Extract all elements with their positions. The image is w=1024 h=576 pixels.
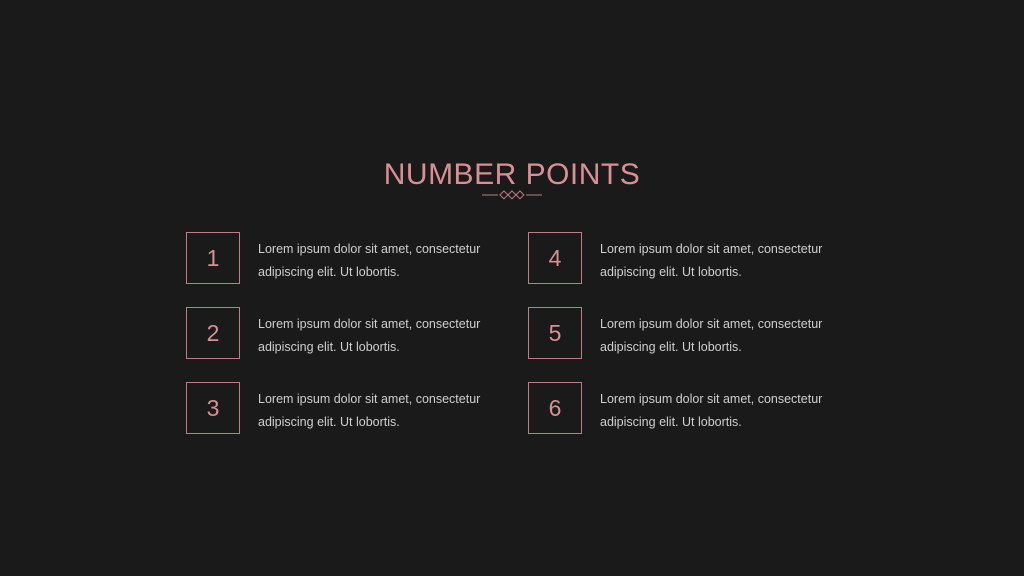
number-box [528,382,582,434]
list-item [528,307,846,382]
number-box [186,382,240,434]
point-description: Lorem ipsum dolor sit amet, consectetur adipiscing elit. Ut lobortis. [600,242,823,279]
number-box [186,307,240,359]
page-title: NUMBER POINTS [383,158,641,192]
ornament-divider [0,186,1024,204]
point-description: Lorem ipsum dolor sit amet, consectetur adipiscing elit. Ut lobortis. [600,317,823,354]
list-item [186,307,528,382]
point-number: 2 [206,319,220,346]
number-box [186,232,240,284]
point-number: 1 [206,244,220,271]
point-number: 4 [548,244,562,271]
list-item [528,382,846,457]
list-item [186,232,528,307]
point-description: Lorem ipsum dolor sit amet, consectetur adipiscing elit. Ut lobortis. [258,317,481,354]
number-box [528,232,582,284]
point-description: Lorem ipsum dolor sit amet, consectetur adipiscing elit. Ut lobortis. [600,392,823,429]
point-number: 6 [548,394,562,421]
number-box [528,307,582,359]
point-description: Lorem ipsum dolor sit amet, consectetur adipiscing elit. Ut lobortis. [258,392,481,429]
diamond-ornament-divider-icon [482,189,542,201]
point-description: Lorem ipsum dolor sit amet, consectetur adipiscing elit. Ut lobortis. [258,242,481,279]
number-points-grid [186,232,846,457]
list-item [186,382,528,457]
point-number: 3 [206,394,220,421]
list-item [528,232,846,307]
point-number: 5 [548,319,562,346]
